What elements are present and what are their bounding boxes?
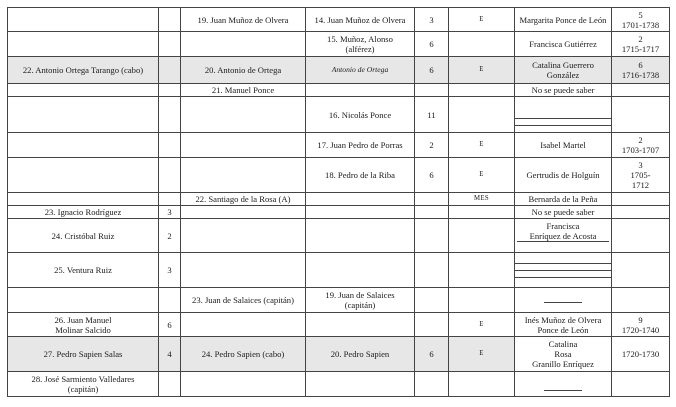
cell-status: E (449, 337, 515, 372)
table-row (8, 133, 670, 158)
cell-name-b: 21. Manuel Ponce (181, 84, 306, 97)
cell-count-c (415, 372, 449, 397)
cell-name-c (306, 253, 415, 288)
cell-name-c (306, 313, 415, 337)
blank-line (515, 271, 611, 278)
cell-status (449, 97, 515, 133)
cell-name-a (8, 133, 159, 158)
cell-spouse (515, 253, 612, 288)
spouse-text: Catalina Guerrero González (532, 60, 594, 80)
cell-spouse: Francisca Gutiérrez (515, 32, 612, 57)
cell-name-a (8, 288, 159, 313)
spouse-text: Francisca Enríquez de Acosta (517, 221, 609, 242)
cell-name-a (8, 158, 159, 193)
cell-children-dates (612, 206, 670, 219)
cell-children-dates (612, 219, 670, 253)
cell-status: E (449, 158, 515, 193)
cell-children-dates (612, 253, 670, 288)
cell-spouse: No se puede saber (515, 84, 612, 97)
cell-children-dates (612, 97, 670, 133)
cell-name-c: 18. Pedro de la Riba (306, 158, 415, 193)
cell-name-b (181, 313, 306, 337)
spouse-text: Margarita Ponce de León (519, 14, 607, 25)
blank-line (515, 263, 611, 271)
cell-name-c (306, 372, 415, 397)
cell-name-a: 24. Cristóbal Ruiz (8, 219, 159, 253)
cell-spouse (515, 219, 612, 253)
cell-count-c: 6 (415, 57, 449, 84)
table-row (8, 313, 670, 337)
cell-children-dates (612, 372, 670, 397)
cell-name-a (8, 97, 159, 133)
cell-name-b (181, 32, 306, 57)
cell-name-c (306, 193, 415, 206)
cell-name-a: 23. Ignacio Rodríguez (8, 206, 159, 219)
cell-name-a (8, 313, 159, 337)
cell-name-a (8, 372, 159, 397)
cell-name-c: 14. Juan Muñoz de Olvera (306, 8, 415, 32)
cell-count-a: 2 (159, 219, 181, 253)
cell-spouse (515, 288, 612, 313)
blank-line (515, 118, 611, 126)
dates-text: 6 1716-1738 (621, 60, 660, 80)
table-row (8, 219, 670, 253)
cell-count-c: 11 (415, 97, 449, 133)
cell-spouse (515, 337, 612, 372)
cell-status: E (449, 8, 515, 32)
cell-name-b (181, 133, 306, 158)
table-row (8, 57, 670, 84)
cell-spouse: No se puede saber (515, 206, 612, 219)
cell-status (449, 32, 515, 57)
cell-name-a (8, 193, 159, 206)
cell-count-c: 6 (415, 32, 449, 57)
cell-spouse (515, 57, 612, 84)
cell-name-b (181, 158, 306, 193)
cell-children-dates (612, 158, 670, 193)
cell-name-b: 23. Juan de Salaices (capitán) (181, 288, 306, 313)
dash-mark (544, 384, 582, 391)
cell-name-c (306, 84, 415, 97)
cell-spouse: Bernarda de la Peña (515, 193, 612, 206)
table-row (8, 206, 670, 219)
cell-children-dates (612, 57, 670, 84)
cell-name-c (306, 288, 415, 313)
cell-count-c: 6 (415, 337, 449, 372)
name-a-text: 26. Juan Manuel Molinar Salcido (54, 314, 112, 335)
cell-name-b: 19. Juan Muñoz de Olvera (181, 8, 306, 32)
cell-status (449, 84, 515, 97)
cell-count-c: 2 (415, 133, 449, 158)
cell-status: E (449, 57, 515, 84)
table-row (8, 288, 670, 313)
dates-text: 2 1715-1717 (621, 34, 660, 54)
cell-children-dates (612, 133, 670, 158)
cell-count-c: 3 (415, 8, 449, 32)
cell-count-a (159, 32, 181, 57)
cell-children-dates (612, 84, 670, 97)
dash-mark (544, 296, 582, 303)
cell-name-a: 27. Pedro Sapien Salas (8, 337, 159, 372)
cell-count-c (415, 219, 449, 253)
cell-spouse (515, 97, 612, 133)
dates-text: 9 1720-1740 (621, 314, 660, 335)
cell-count-c (415, 288, 449, 313)
cell-count-c (415, 253, 449, 288)
cell-name-b: 24. Pedro Sapien (cabo) (181, 337, 306, 372)
table-row (8, 193, 670, 206)
dates-text: 2 1703-1707 (621, 135, 660, 155)
genealogy-table (7, 7, 670, 397)
cell-name-c (306, 219, 415, 253)
cell-name-b: 22. Santiago de la Rosa (A) (181, 193, 306, 206)
cell-status (449, 206, 515, 219)
name-a-text: 28. José Sarmiento Valledares (capitán) (31, 374, 135, 394)
cell-name-c: 17. Juan Pedro de Porras (306, 133, 415, 158)
cell-count-a (159, 133, 181, 158)
cell-name-b (181, 219, 306, 253)
cell-children-dates (612, 32, 670, 57)
cell-count-a: 3 (159, 206, 181, 219)
cell-name-c: 16. Nicolás Ponce (306, 97, 415, 133)
cell-spouse (515, 8, 612, 32)
cell-count-c (415, 84, 449, 97)
cell-status (449, 219, 515, 253)
cell-status: MES (449, 193, 515, 206)
cell-count-c (415, 206, 449, 219)
cell-count-a: 3 (159, 253, 181, 288)
name-c-text: 19. Juan de Salaices (capitán) (325, 290, 395, 310)
cell-name-a: 25. Ventura Ruiz (8, 253, 159, 288)
cell-name-a: 22. Antonio Ortega Tarango (cabo) (8, 57, 159, 84)
table-row (8, 8, 670, 32)
cell-name-b (181, 372, 306, 397)
cell-children-dates (612, 288, 670, 313)
spouse-text: Catalina Rosa Granillo Enríquez (532, 339, 594, 369)
cell-count-c: 6 (415, 158, 449, 193)
cell-spouse: Gertrudis de Holguín (515, 158, 612, 193)
dates-text: 3 1705- 1712 (630, 160, 651, 190)
cell-name-b (181, 206, 306, 219)
cell-name-c: 20. Pedro Sapien (306, 337, 415, 372)
cell-count-a (159, 8, 181, 32)
cell-children-dates (612, 8, 670, 32)
table-row (8, 337, 670, 372)
cell-count-a (159, 372, 181, 397)
cell-name-b: 20. Antonio de Ortega (181, 57, 306, 84)
dates-text: 5 1701-1738 (621, 9, 660, 30)
cell-count-c (415, 193, 449, 206)
cell-children-dates (612, 193, 670, 206)
table-row (8, 32, 670, 57)
cell-status (449, 372, 515, 397)
cell-name-c (306, 32, 415, 57)
cell-count-a: 6 (159, 313, 181, 337)
table-row (8, 158, 670, 193)
cell-status (449, 288, 515, 313)
cell-name-a (8, 84, 159, 97)
cell-children-dates: 1720-1730 (612, 337, 670, 372)
cell-spouse (515, 372, 612, 397)
table-row (8, 253, 670, 288)
cell-spouse (515, 313, 612, 337)
cell-name-b (181, 97, 306, 133)
cell-spouse: Isabel Martel (515, 133, 612, 158)
cell-count-a (159, 288, 181, 313)
cell-count-a (159, 158, 181, 193)
cell-count-c (415, 313, 449, 337)
table-row (8, 84, 670, 97)
table-row (8, 372, 670, 397)
cell-count-a (159, 193, 181, 206)
cell-count-a (159, 97, 181, 133)
cell-name-b (181, 253, 306, 288)
cell-status: E (449, 313, 515, 337)
cell-name-a (8, 32, 159, 57)
cell-count-a (159, 57, 181, 84)
name-c-text: 15. Muñoz, Alonso (alférez) (327, 34, 393, 54)
cell-status (449, 253, 515, 288)
cell-status: E (449, 133, 515, 158)
cell-count-a: 4 (159, 337, 181, 372)
table-row (8, 97, 670, 133)
cell-name-c: Antonio de Ortega (306, 57, 415, 84)
cell-count-a (159, 84, 181, 97)
spouse-text: Inés Muñoz de Olvera Ponce de León (524, 314, 602, 335)
cell-name-c (306, 206, 415, 219)
cell-children-dates (612, 313, 670, 337)
cell-name-a (8, 8, 159, 32)
